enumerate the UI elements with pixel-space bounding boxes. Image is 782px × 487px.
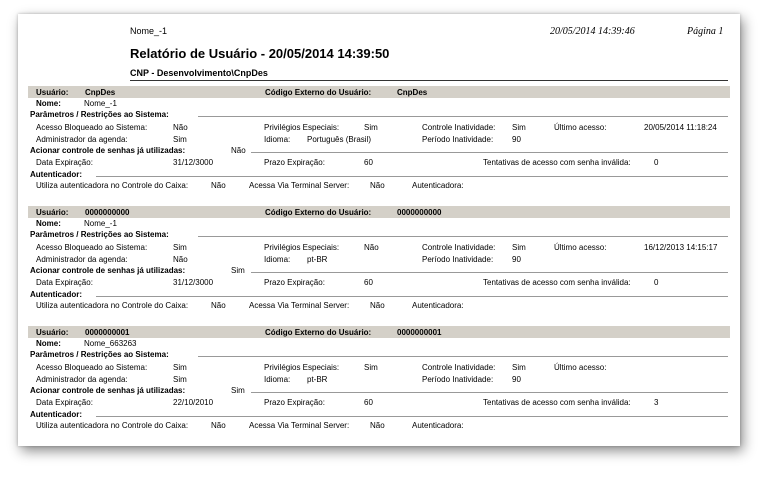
codigo-externo-value: 0000000001 — [397, 328, 442, 337]
user-header-bar — [28, 326, 730, 338]
acionar-controle-label: Acionar controle de senhas já utilizadas: — [30, 386, 186, 395]
data-expiracao-value: 22/10/2010 — [173, 398, 214, 407]
ultimo-acesso-value: 16/12/2013 14:15:17 — [644, 243, 718, 252]
periodo-inatividade-label: Período Inatividade: — [422, 375, 494, 384]
user-block — [18, 86, 740, 194]
usuario-value: 0000000001 — [85, 328, 130, 337]
autenticadora-label: Autenticadora: — [412, 181, 464, 190]
report-title: Relatório de Usuário - 20/05/2014 14:39:50 — [130, 46, 390, 61]
tentativas-label: Tentativas de acesso com senha inválida: — [483, 158, 631, 167]
tentativas-value: 3 — [654, 398, 659, 407]
user-block — [18, 206, 740, 314]
controle-inatividade-label: Controle Inatividade: — [422, 363, 496, 372]
controle-inatividade-label: Controle Inatividade: — [422, 123, 496, 132]
acionar-controle-value: Não — [231, 146, 246, 155]
codigo-externo-label: Código Externo do Usuário: — [265, 328, 372, 337]
report-page — [18, 14, 740, 446]
autenticadora-label: Autenticadora: — [412, 301, 464, 310]
nome-value: Nome_-1 — [84, 219, 117, 228]
ultimo-acesso-label: Último acesso: — [554, 123, 607, 132]
parametros-heading: Parâmetros / Restrições ao Sistema: — [30, 230, 169, 239]
nome-label: Nome: — [36, 99, 61, 108]
idioma-value: Português (Brasil) — [307, 135, 372, 144]
usuario-label: Usuário: — [36, 208, 69, 217]
autenticadora-label: Autenticadora: — [412, 421, 464, 430]
parametros-heading: Parâmetros / Restrições ao Sistema: — [30, 350, 169, 359]
page-number: Página 1 — [687, 26, 724, 37]
utiliza-autenticadora-label: Utiliza autenticadora no Controle do Caixa: — [36, 301, 189, 310]
acesso-bloqueado-value: Não — [173, 123, 188, 132]
user-header-bar — [28, 206, 730, 218]
periodo-inatividade-value: 90 — [512, 375, 521, 384]
acionar-line — [251, 152, 728, 153]
tentativas-label: Tentativas de acesso com senha inválida: — [483, 398, 631, 407]
acesso-bloqueado-value: Sim — [173, 363, 187, 372]
prazo-expiracao-value: 60 — [364, 278, 373, 287]
periodo-inatividade-label: Período Inatividade: — [422, 135, 494, 144]
acesso-bloqueado-label: Acesso Bloqueado ao Sistema: — [36, 123, 148, 132]
acessa-terminal-label: Acessa Via Terminal Server: — [249, 301, 350, 310]
data-expiracao-label: Data Expiração: — [36, 398, 93, 407]
privilegios-label: Privilégios Especiais: — [264, 243, 340, 252]
codigo-externo-label: Código Externo do Usuário: — [265, 208, 372, 217]
codigo-externo-value: CnpDes — [397, 88, 428, 97]
administrador-agenda-label: Administrador da agenda: — [36, 255, 128, 264]
ultimo-acesso-value: 20/05/2014 11:18:24 — [644, 123, 717, 132]
privilegios-value: Não — [364, 243, 379, 252]
tentativas-label: Tentativas de acesso com senha inválida: — [483, 278, 631, 287]
administrador-agenda-label: Administrador da agenda: — [36, 375, 128, 384]
acionar-controle-value: Sim — [231, 266, 245, 275]
prazo-expiracao-value: 60 — [364, 158, 373, 167]
nome-value: Nome_-1 — [84, 99, 117, 108]
administrador-agenda-value: Sim — [173, 135, 187, 144]
idioma-value: pt-BR — [307, 255, 328, 264]
acessa-terminal-value: Não — [370, 301, 385, 310]
ultimo-acesso-label: Último acesso: — [554, 243, 607, 252]
acionar-controle-label: Acionar controle de senhas já utilizadas: — [30, 266, 186, 275]
acionar-controle-value: Sim — [231, 386, 245, 395]
administrador-agenda-value: Não — [173, 255, 188, 264]
user-block — [18, 326, 740, 434]
parametros-line — [198, 116, 728, 117]
prazo-expiracao-label: Prazo Expiração: — [264, 158, 325, 167]
nome-label: Nome: — [36, 339, 61, 348]
autenticador-heading: Autenticador: — [30, 290, 82, 299]
acessa-terminal-value: Não — [370, 181, 385, 190]
header-rule — [130, 80, 728, 81]
periodo-inatividade-label: Período Inatividade: — [422, 255, 494, 264]
usuario-value: 0000000000 — [85, 208, 130, 217]
utiliza-autenticadora-label: Utiliza autenticadora no Controle do Caixa: — [36, 421, 189, 430]
autenticador-line — [96, 296, 728, 297]
controle-inatividade-value: Sim — [512, 363, 526, 372]
parametros-line — [198, 356, 728, 357]
autenticador-line — [96, 176, 728, 177]
acessa-terminal-value: Não — [370, 421, 385, 430]
periodo-inatividade-value: 90 — [512, 135, 521, 144]
parametros-line — [198, 236, 728, 237]
controle-inatividade-label: Controle Inatividade: — [422, 243, 496, 252]
privilegios-label: Privilégios Especiais: — [264, 123, 340, 132]
data-expiracao-label: Data Expiração: — [36, 158, 93, 167]
prazo-expiracao-label: Prazo Expiração: — [264, 278, 325, 287]
utiliza-autenticadora-value: Não — [211, 301, 226, 310]
data-expiracao-label: Data Expiração: — [36, 278, 93, 287]
autenticador-line — [96, 416, 728, 417]
acesso-bloqueado-value: Sim — [173, 243, 187, 252]
idioma-label: Idioma: — [264, 255, 291, 264]
prazo-expiracao-value: 60 — [364, 398, 373, 407]
prazo-expiracao-label: Prazo Expiração: — [264, 398, 325, 407]
acionar-line — [251, 272, 728, 273]
privilegios-value: Sim — [364, 363, 378, 372]
tentativas-value: 0 — [654, 278, 659, 287]
acesso-bloqueado-label: Acesso Bloqueado ao Sistema: — [36, 243, 148, 252]
acessa-terminal-label: Acessa Via Terminal Server: — [249, 181, 350, 190]
idioma-label: Idioma: — [264, 375, 291, 384]
report-subtitle: CNP - Desenvolvimento\CnpDes — [130, 68, 268, 78]
autenticador-heading: Autenticador: — [30, 410, 82, 419]
privilegios-value: Sim — [364, 123, 378, 132]
usuario-label: Usuário: — [36, 328, 69, 337]
utiliza-autenticadora-value: Não — [211, 181, 226, 190]
administrador-agenda-value: Sim — [173, 375, 187, 384]
utiliza-autenticadora-value: Não — [211, 421, 226, 430]
ultimo-acesso-label: Último acesso: — [554, 363, 607, 372]
acesso-bloqueado-label: Acesso Bloqueado ao Sistema: — [36, 363, 148, 372]
data-expiracao-value: 31/12/3000 — [173, 158, 214, 167]
nome-value: Nome_663263 — [84, 339, 137, 348]
report-name-label: Nome_-1 — [130, 26, 168, 36]
parametros-heading: Parâmetros / Restrições ao Sistema: — [30, 110, 169, 119]
codigo-externo-label: Código Externo do Usuário: — [265, 88, 372, 97]
acessa-terminal-label: Acessa Via Terminal Server: — [249, 421, 350, 430]
controle-inatividade-value: Sim — [512, 243, 526, 252]
administrador-agenda-label: Administrador da agenda: — [36, 135, 128, 144]
codigo-externo-value: 0000000000 — [397, 208, 442, 217]
user-header-bar — [28, 86, 730, 98]
idioma-label: Idioma: — [264, 135, 291, 144]
periodo-inatividade-value: 90 — [512, 255, 521, 264]
privilegios-label: Privilégios Especiais: — [264, 363, 340, 372]
acionar-controle-label: Acionar controle de senhas já utilizadas: — [30, 146, 186, 155]
tentativas-value: 0 — [654, 158, 659, 167]
report-datetime: 20/05/2014 14:39:46 — [550, 26, 635, 37]
data-expiracao-value: 31/12/3000 — [173, 278, 214, 287]
usuario-value: CnpDes — [85, 88, 116, 97]
controle-inatividade-value: Sim — [512, 123, 526, 132]
acionar-line — [251, 392, 728, 393]
idioma-value: pt-BR — [307, 375, 328, 384]
utiliza-autenticadora-label: Utiliza autenticadora no Controle do Caixa: — [36, 181, 189, 190]
usuario-label: Usuário: — [36, 88, 69, 97]
autenticador-heading: Autenticador: — [30, 170, 82, 179]
nome-label: Nome: — [36, 219, 61, 228]
